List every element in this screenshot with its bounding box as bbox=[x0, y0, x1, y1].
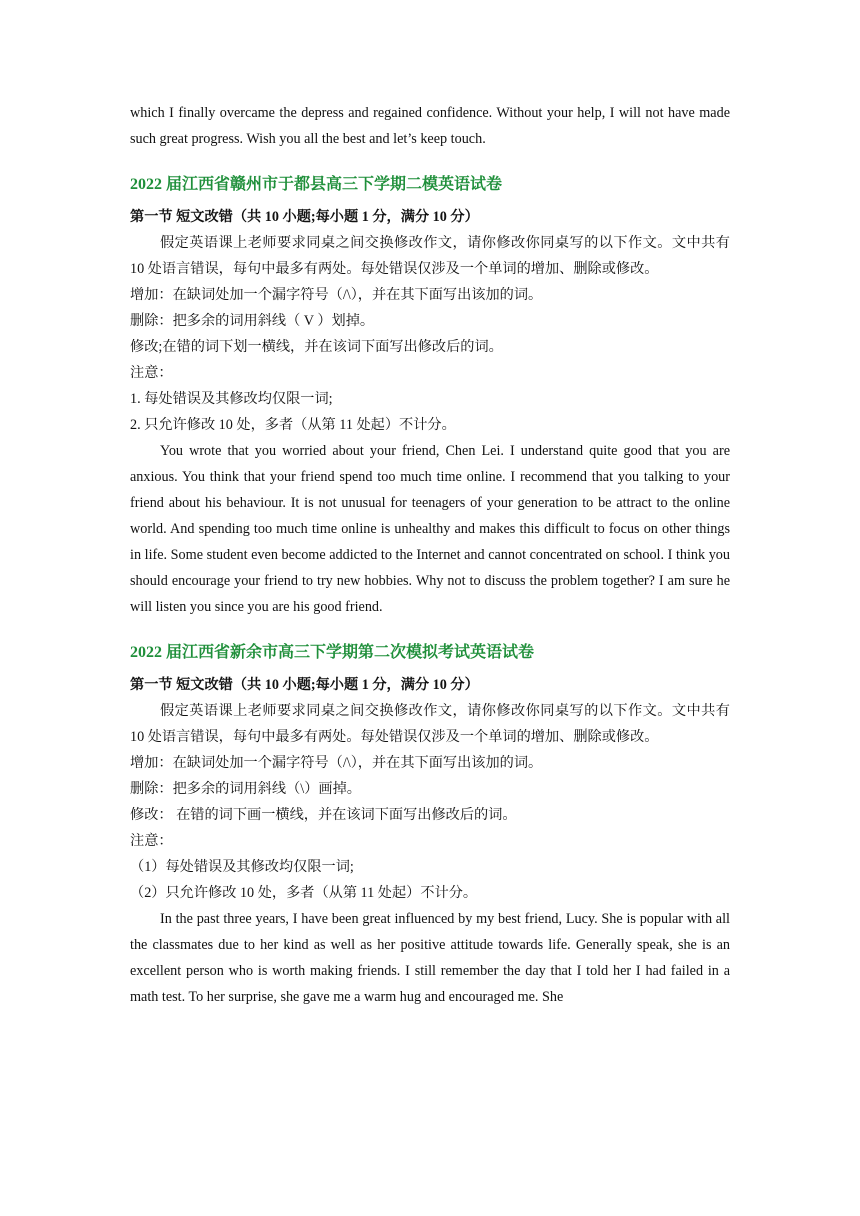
section-title-2: 第一节 短文改错（共 10 小题;每小题 1 分，满分 10 分） bbox=[130, 677, 479, 693]
exam-title-2: 2022 届江西省新余市高三下学期第二次模拟考试英语试卷 bbox=[130, 644, 535, 661]
instructions-intro-1: 假定英语课上老师要求同桌之间交换修改作文，请你修改你同桌写的以下作文。文中共有 10 处语言错误，每句中最多有两处。每处错误仅涉及一个单词的增加、删除或修改。 bbox=[130, 235, 730, 277]
rule-add-1: 增加：在缺词处加一个漏字符号（/\），并在其下面写出该加的词。 bbox=[130, 287, 543, 303]
passage-1: You wrote that you worried about your friend, Chen Lei. I understand quite good that you are anxious. You think that your friend spend too much time online. I recommend that you talking to your friend about his behaviour. It is not unusual for teenagers of your generation to be attract to the online world. And spending too much time online is unhealthy and makes this difficult to focus on other things in life. Some student even become addicted to the Internet and cannot concentrated on school. I think you should encourage your friend to try new hobbies. Why not to discuss the problem together? I am sure he will listen you since you are his good friend. bbox=[130, 443, 730, 615]
section-title-1: 第一节 短文改错（共 10 小题;每小题 1 分，满分 10 分） bbox=[130, 209, 479, 225]
instructions-intro-2: 假定英语课上老师要求同桌之间交换修改作文，请你修改你同桌写的以下作文。文中共有 10 处语言错误，每句中最多有两处。每处错误仅涉及一个单词的增加、删除或修改。 bbox=[130, 703, 730, 745]
note-label-1: 注意： bbox=[130, 365, 173, 381]
exam-title-1: 2022 届江西省赣州市于都县高三下学期二模英语试卷 bbox=[130, 176, 503, 193]
note-item-1-1: 1. 每处错误及其修改均仅限一词; bbox=[130, 391, 333, 407]
rule-add-2: 增加：在缺词处加一个漏字符号（/\），并在其下面写出该加的词。 bbox=[130, 755, 543, 771]
note-item-1-2: 2. 只允许修改 10 处，多者（从第 11 处起）不计分。 bbox=[130, 417, 456, 433]
note-item-2-2: （2）只允许修改 10 处，多者（从第 11 处起）不计分。 bbox=[130, 885, 478, 901]
rule-delete-2: 删除：把多余的词用斜线（\）画掉。 bbox=[130, 781, 361, 797]
rule-modify-2: 修改： 在错的词下画一横线，并在该词下面写出修改后的词。 bbox=[130, 807, 517, 823]
top-paragraph: which I finally overcame the depress and regained confidence. Without your help, I will not have made such great progress. Wish you all the best and let’s keep touch. bbox=[130, 105, 730, 147]
rule-delete-1: 删除：把多余的词用斜线（ V ）划掉。 bbox=[130, 313, 375, 329]
rule-modify-1: 修改;在错的词下划一横线，并在该词下面写出修改后的词。 bbox=[130, 339, 503, 355]
page-content bbox=[130, 100, 730, 1010]
note-item-2-1: （1）每处错误及其修改均仅限一词; bbox=[130, 859, 354, 875]
note-label-2: 注意： bbox=[130, 833, 173, 849]
exam-block-1 bbox=[130, 172, 730, 620]
exam-block-2 bbox=[130, 640, 730, 1010]
passage-2: In the past three years, I have been great influenced by my best friend, Lucy. She is popular with all the classmates due to her kind as well as her positive attitude towards life. Generally speak, she is an excellent person who is worth making friends. I still remember the day that I told her I had failed in a math test. To her surprise, she gave me a warm hug and encouraged me. She bbox=[130, 911, 730, 1005]
